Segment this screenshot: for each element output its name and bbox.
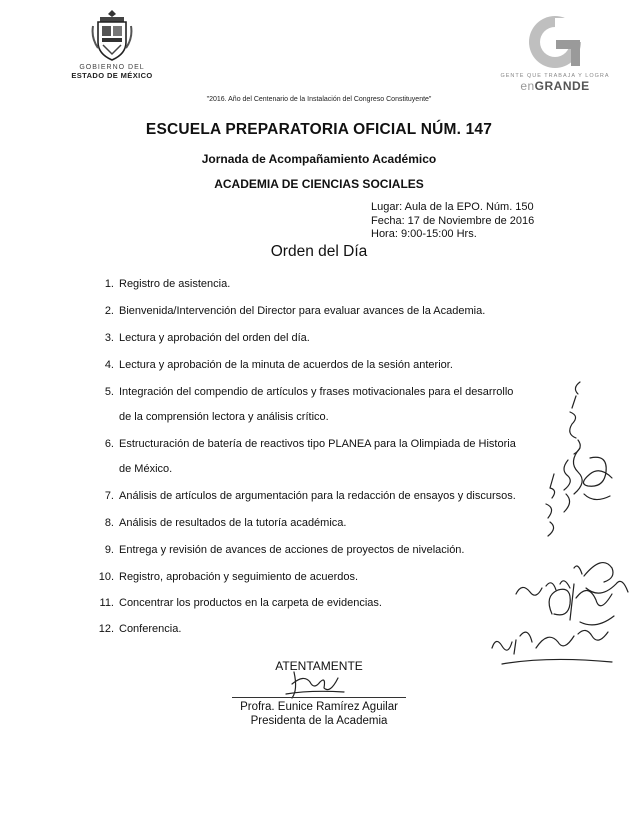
agenda-title: Orden del Día (270, 243, 368, 260)
agenda-item-number: 12. (98, 623, 114, 635)
g-logo-icon (525, 12, 585, 72)
handwritten-signature (488, 612, 618, 672)
agenda-item-text: Integración del compendio de artículos y frases motivacionales para el desarrollo de la comprensión lectora y análisis crítico. (119, 386, 514, 423)
agenda-item-number: 3. (104, 332, 114, 344)
meeting-details (371, 201, 534, 242)
agenda-item-number: 7. (104, 490, 114, 502)
agenda-item-number: 5. (104, 386, 114, 398)
agenda-item-number: 2. (104, 305, 114, 317)
signature-line (232, 697, 406, 698)
meeting-time: Hora: 9:00-15:00 Hrs. (371, 228, 477, 240)
closing-salutation: ATENTAMENTE (275, 659, 363, 673)
agenda-item-number: 1. (104, 278, 114, 290)
agenda-item-text: Análisis de resultados de la tutoría académica. (119, 517, 347, 529)
agenda-item-number: 11. (99, 597, 114, 609)
agenda-item-text: Concentrar los productos en la carpeta de evidencias. (119, 597, 382, 609)
academy-title: ACADEMIA DE CIENCIAS SOCIALES (214, 177, 424, 191)
agenda-item-text: Lectura y aprobación del orden del día. (119, 332, 310, 344)
slogan: GENTE QUE TRABAJA Y LOGRA (500, 73, 610, 79)
signer-block (0, 700, 638, 728)
brand-name: GRANDE (534, 79, 590, 93)
agenda-item-text: Bienvenida/Intervención del Director para evaluar avances de la Academia. (119, 305, 486, 317)
agenda-item-text: Estructuración de batería de reactivos tipo PLANEA para la Olimpiada de Historia de México. (119, 438, 516, 475)
agenda-item-number: 6. (104, 438, 114, 450)
agenda-item-text: Entrega y revisión de avances de acciones de proyectos de nivelación. (119, 544, 465, 556)
school-title: ESCUELA PREPARATORIA OFICIAL NÚM. 147 (145, 121, 493, 138)
agenda-item-text: Lectura y aprobación de la minuta de acuerdos de la sesión anterior. (119, 359, 453, 371)
presiding-signature (280, 664, 350, 704)
signer-role: Presidenta de la Academia (250, 715, 388, 727)
agenda-item-text: Registro de asistencia. (119, 278, 231, 290)
agenda-item-number: 4. (104, 359, 114, 371)
event-title: Jornada de Acompañamiento Académico (201, 152, 437, 166)
gov-line2: ESTADO DE MÉXICO (71, 71, 153, 80)
agenda-item-number: 8. (104, 517, 114, 529)
brand-prefix: en (520, 79, 535, 93)
brand-wordmark (500, 79, 610, 93)
signer-name: Profra. Eunice Ramírez Aguilar (240, 701, 398, 713)
agenda-item-number: 9. (104, 544, 114, 556)
agenda-item-text: Análisis de artículos de argumentación para la redacción de ensayos y discursos. (119, 490, 516, 502)
state-coat-of-arms-icon (90, 8, 134, 62)
meeting-place: Lugar: Aula de la EPO. Núm. 150 (371, 201, 534, 213)
agenda-item-number: 10. (98, 571, 114, 583)
gov-line1: GOBIERNO DEL (79, 64, 145, 71)
agenda-item-text: Conferencia. (119, 623, 182, 635)
year-motto: "2016. Año del Centenario de la Instalación del Congreso Constituyente" (206, 96, 432, 103)
agenda-item-text: Registro, aprobación y seguimiento de acuerdos. (119, 571, 359, 583)
meeting-date: Fecha: 17 de Noviembre de 2016 (371, 214, 535, 227)
state-government-logo (62, 8, 162, 80)
engrande-logo (500, 12, 610, 93)
handwritten-signature (556, 458, 580, 518)
